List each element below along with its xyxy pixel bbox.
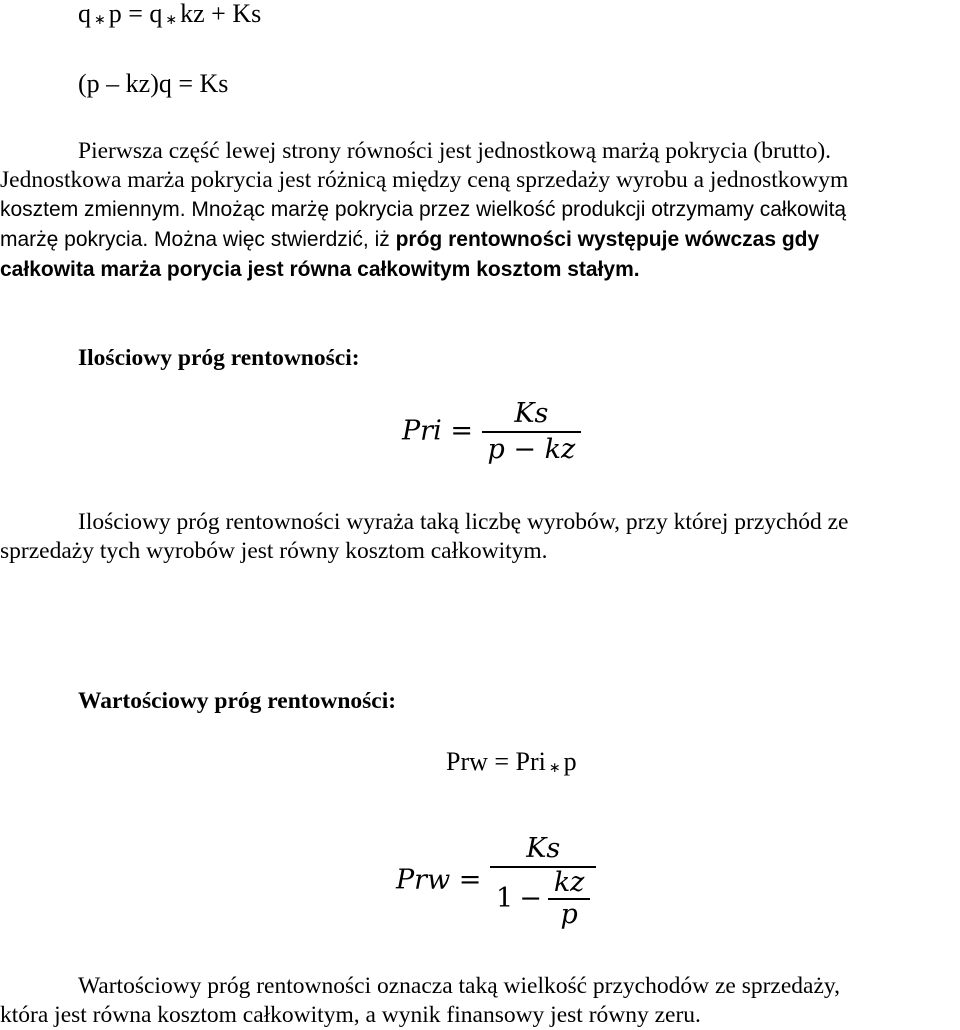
section-1-heading: Ilościowy próg rentowności: <box>78 345 360 371</box>
eq1-mid: p = q <box>108 0 163 28</box>
paragraph-1-line-4 <box>0 226 819 254</box>
eq1-rest: kz + Ks <box>180 0 262 28</box>
minus-sign: − <box>519 883 542 914</box>
section-2-desc-line-1: Wartościowy próg rentowności oznacza taką wielkość przychodów ze sprzedaży, <box>78 973 840 999</box>
section-1-desc-line-2: sprzedaży tych wyrobów jest równy kosztom całkowitym. <box>0 538 548 564</box>
formula-prw-2-lhs: Prw <box>396 864 451 896</box>
multiply-icon: ∗ <box>548 761 561 776</box>
fraction-denominator: p − kz <box>487 434 576 465</box>
equation-2: (p – kz)q = Ks <box>78 69 229 98</box>
eq1-lhs: q <box>78 0 91 28</box>
equals-sign: = <box>450 415 473 447</box>
inner-fraction-numerator: kz <box>553 867 585 898</box>
section-1-desc-line-1: Ilościowy próg rentowności wyraża taką liczbę wyrobów, przy której przychód ze <box>78 509 849 535</box>
fraction-numerator: Ks <box>526 833 561 864</box>
multiply-icon: ∗ <box>165 13 178 28</box>
formula-pri-lhs: Pri <box>402 415 442 447</box>
denominator-one: 1 <box>496 883 514 914</box>
paragraph-1-line-2: Jednostkowa marża pokrycia jest różnicą między ceną sprzedaży wyrobu a jednostkowym <box>0 167 849 193</box>
fraction-denominator <box>490 868 596 930</box>
section-2-desc-line-2: która jest równa kosztom całkowitym, a wynik finansowy jest równy zeru. <box>0 1002 701 1028</box>
fraction-numerator: Ks <box>514 398 549 429</box>
paragraph-1-line-4-bold: próg rentowności występuje wówczas gdy <box>395 228 820 251</box>
equation-1 <box>78 0 261 33</box>
inner-fraction <box>548 868 591 930</box>
equals-sign: = <box>458 864 482 896</box>
paragraph-1-line-5: całkowita marża porycia jest równa całkowitym kosztom stałym. <box>0 258 640 281</box>
fraction <box>482 397 582 467</box>
multiply-icon: ∗ <box>94 13 106 28</box>
formula-pri <box>402 397 581 467</box>
formula-prw-1 <box>446 748 577 781</box>
section-2-heading: Wartościowy próg rentowności: <box>78 688 397 714</box>
paragraph-1-line-1: Pierwsza część lewej strony równości jest jednostkową marżą pokrycia (brutto). <box>78 138 832 164</box>
inner-fraction-denominator: p <box>560 899 578 930</box>
formula-prw-1-rhs: p <box>563 747 577 776</box>
fraction <box>490 832 596 930</box>
paragraph-1-line-3: kosztem zmiennym. Mnożąc marżę pokrycia przez wielkość produkcji otrzymamy całkowitą <box>0 198 847 221</box>
formula-prw-1-lhs: Prw = Pri <box>446 747 546 776</box>
paragraph-1-line-4-plain: marżę pokrycia. Można więc stwierdzić, iż <box>0 228 396 251</box>
formula-prw-2 <box>396 832 596 930</box>
